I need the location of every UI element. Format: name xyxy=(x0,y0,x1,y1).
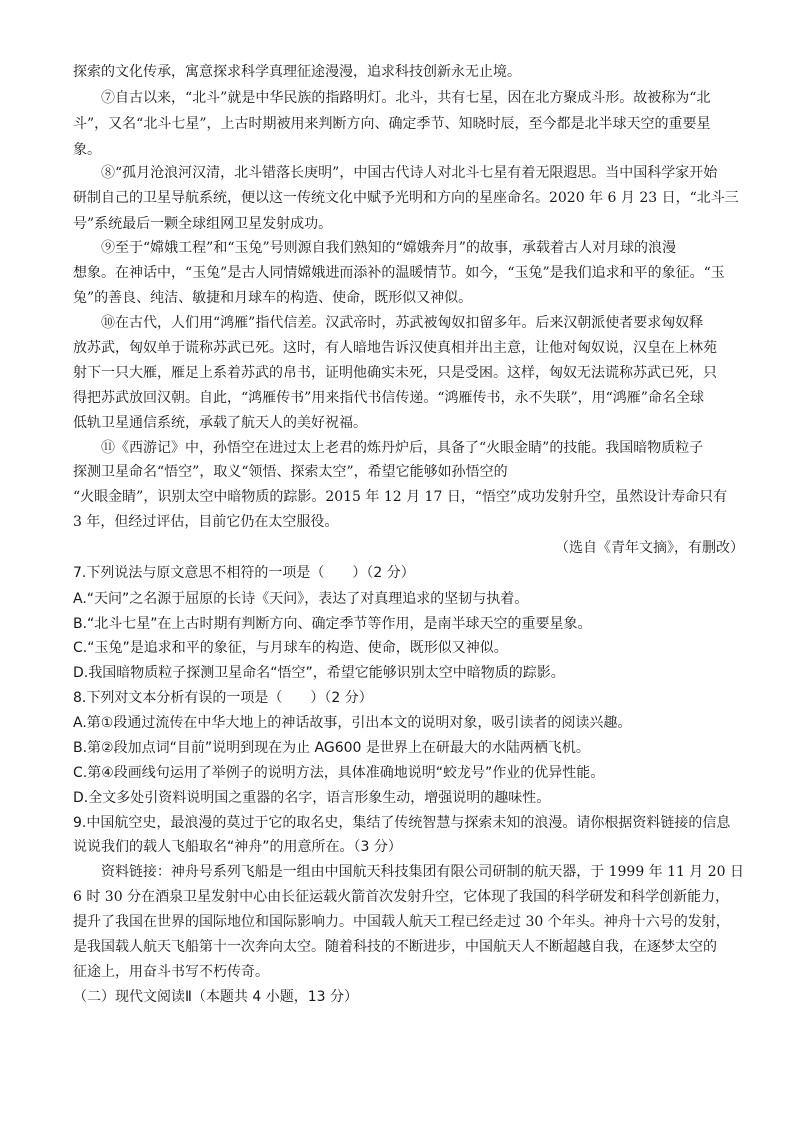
question-8-option-c: C.第④段画线句运用了举例子的说明方法，具体准确地说明“蛟龙号”作业的优异性能。 xyxy=(73,765,605,781)
question-7-option-c: C.“玉兔”是追求和平的象征，与月球车的构造、使命，既形似又神似。 xyxy=(73,640,508,656)
question-8-option-b: B.第②段加点词“目前”说明到现在为止 AG600 是世界上在研最大的水陆两栖飞机。 xyxy=(73,740,590,756)
article-line: 象。 xyxy=(73,142,101,158)
article-line: 放苏武，匈奴单于谎称苏武已死。这时，有人暗地告诉汉使真相并出主意，让他对匈奴说，汉皇在上林苑 xyxy=(73,340,717,356)
article-line: 得把苏武放回汉朝。自此，“鸿雁传书”用来指代书信传递。“鸿雁传书，永不失联”，用“鸿雁”命名全球 xyxy=(73,390,704,406)
question-8-stem: 8.下列对文本分析有误的一项是（ ）（2 分） xyxy=(73,690,373,706)
resource-line: 提升了我国在世界的国际地位和国际影响力。中国载人航天工程已经走过 30 个年头。神舟十六号的发射， xyxy=(73,914,730,930)
article-line: ⑩在古代，人们用“鸿雁”指代信差。汉武帝时，苏武被匈奴扣留多年。后来汉朝派使者要求匈奴释 xyxy=(101,315,704,331)
question-9-stem-cont: 说说我们的载人飞船取名“神舟”的用意所在。（3 分） xyxy=(73,839,402,855)
question-7-stem: 7.下列说法与原文意思不相符的一项是（ ）（2 分） xyxy=(73,565,415,581)
article-line: 3 年，但经过评估，目前它仍在太空服役。 xyxy=(73,514,339,530)
article-line: 兔”的善良、纯洁、敏捷和月球车的构造、使命，既形似又神似。 xyxy=(73,290,473,306)
question-7-option-b: B.“北斗七星”在上古时期有判断方向、确定季节等作用，是南半球天空的重要星象。 xyxy=(73,616,592,632)
article-line: 低轨卫星通信系统，承载了航天人的美好祝福。 xyxy=(73,415,367,431)
resource-line: 6 时 30 分在酒泉卫星发射中心由长征运载火箭首次发射升空，它体现了我国的科学研发和科学创新能力， xyxy=(73,889,730,905)
question-8-option-a: A.第①段通过流传在中华大地上的神话故事，引出本文的说明对象，吸引读者的阅读兴趣。 xyxy=(73,715,632,731)
question-8-option-d: D.全文多处引资料说明国之重器的名字，语言形象生动，增强说明的趣味性。 xyxy=(73,790,551,806)
article-line: 探测卫星命名“悟空”，取义“领悟、探索太空”，希望它能够如孙悟空的 xyxy=(73,464,508,480)
article-line: 斗”，又名“北斗七星”，上古时期被用来判断方向、确定季节、知晓时辰，至今都是北半球天空的重要星 xyxy=(73,116,711,132)
question-7-option-a: A.“天问”之名源于屈原的长诗《天问》，表达了对真理追求的坚韧与执着。 xyxy=(73,591,529,607)
article-line: “火眼金睛”，识别太空中暗物质的踪影。2015 年 12 月 17 日，“悟空”成功发射升空，虽然设计寿命只有 xyxy=(73,489,728,505)
article-line: 探索的文化传承，寓意探求科学真理征途漫漫，追求科技创新永无止境。 xyxy=(73,64,521,80)
article-line: 号”系统最后一颗全球组网卫星发射成功。 xyxy=(73,216,333,232)
article-line: ⑦自古以来，“北斗”就是中华民族的指路明灯。北斗，共有七星，因在北方聚成斗形。故被称为“北 xyxy=(101,90,711,106)
article-line: 射下一只大雁，雁足上系着苏武的帛书，证明他确实未死，只是受困。这样，匈奴无法谎称苏武已死，只 xyxy=(73,365,717,381)
resource-line: 征途上，用奋斗书写不朽传奇。 xyxy=(73,964,269,980)
resource-line: 资料链接：神舟号系列飞船是一组由中国航天科技集团有限公司研制的航天器，于 1999 年 11 月 20 日 xyxy=(101,864,744,880)
resource-line: 是我国载人航天飞船第十一次奔向太空。随着科技的不断进步，中国航天人不断超越自我，在逐梦太空的 xyxy=(73,939,717,955)
question-7-option-d: D.我国暗物质粒子探测卫星命名“悟空”，希望它能够识别太空中暗物质的踪影。 xyxy=(73,665,565,681)
article-line: 想象。在神话中，“玉兔”是古人同情嫦娥进而添补的温暖情节。如今，“玉兔”是我们追求和平的象征。“玉 xyxy=(73,265,725,281)
section-heading: （二）现代文阅读Ⅱ（本题共 4 小题，13 分） xyxy=(73,989,358,1005)
article-line: 研制自己的卫星导航系统，便以这一传统文化中赋予光明和方向的星座命名。2020 年 6 月 23 日，“北斗三 xyxy=(73,190,739,206)
article-source: （选自《青年文摘》，有删改） xyxy=(555,540,744,556)
article-line: ⑧“孤月沧浪河汉清，北斗错落长庚明”，中国古代诗人对北斗七星有着无限遐思。当中国科学家开始 xyxy=(101,165,718,181)
article-line: ⑨至于“嫦娥工程”和“玉兔”号则源自我们熟知的“嫦娥奔月”的故事，承载着古人对月球的浪漫 xyxy=(101,240,676,256)
question-9-stem: 9.中国航空史，最浪漫的莫过于它的取名史，集结了传统智慧与探索未知的浪漫。请你根据资料链接的信息 xyxy=(73,815,731,831)
article-line: ⑪《西游记》中，孙悟空在进过太上老君的炼丹炉后，具备了“火眼金睛”的技能。我国暗物质粒子 xyxy=(101,440,704,456)
